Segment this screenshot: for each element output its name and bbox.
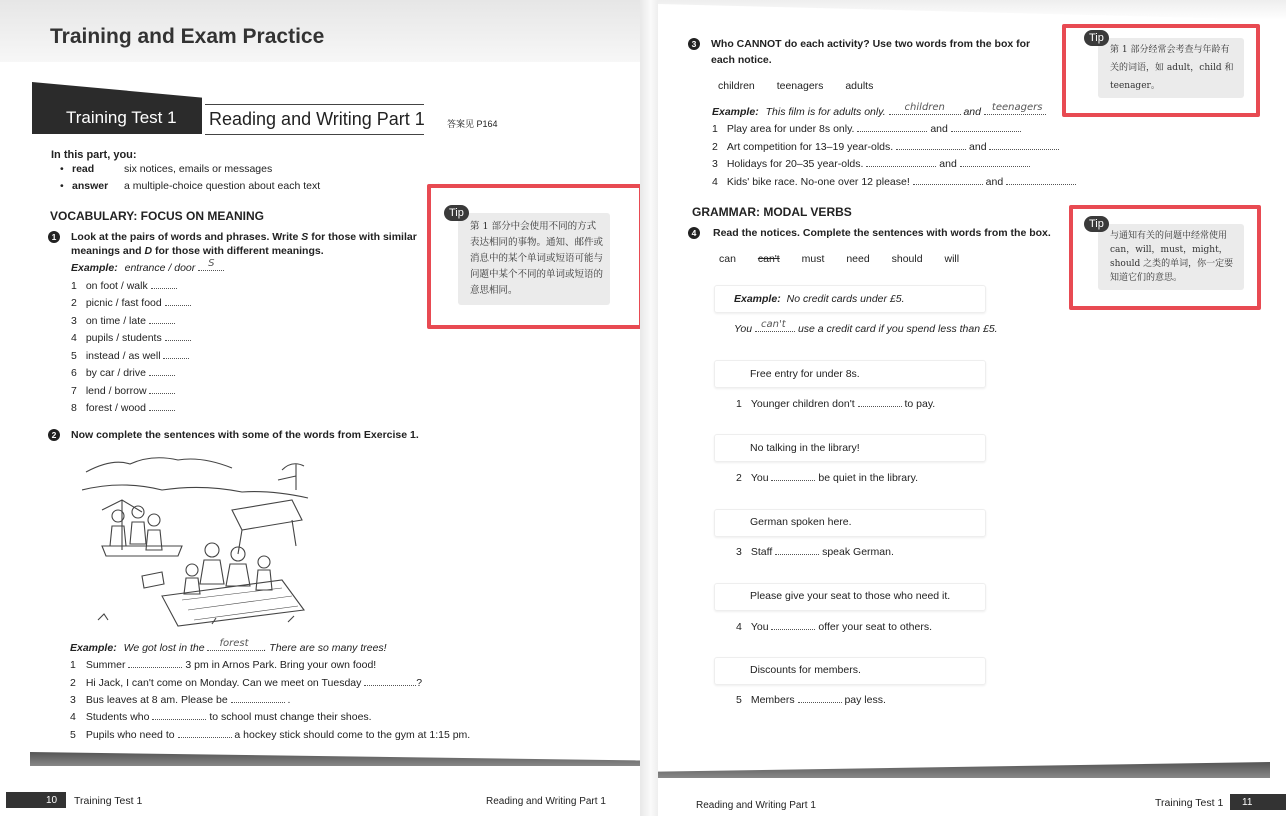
exercise-instruction: each notice. [711,54,772,66]
tip-badge: Tip [444,205,469,221]
list-item: 6 by car / drive [71,367,175,379]
example-line: Example: We got lost in the forest . There are so many trees! [70,638,387,654]
part-title: Reading and Writing Part 1 [209,109,425,129]
intro-desc: a multiple-choice question about each text [124,180,321,192]
list-item: 4 pupils / students [71,332,191,344]
tip-text: 第 1 部分经常会考查与年龄有关的词语，如 adult，child 和 teenager。 [1110,45,1234,91]
answer-blank[interactable] [866,159,936,167]
list-item: 3 Bus leaves at 8 am. Please be . [70,694,291,706]
footer-page-number: 10 [46,795,58,806]
list-item: 1 Summer 3 pm in Arnos Park. Bring your own food! [70,659,377,671]
list-item: 5 Members pay less. [736,694,886,706]
test-label: Training Test 1 [66,108,177,127]
exercise-instruction: Now complete the sentences with some of the words from Exercise 1. [71,429,419,441]
list-item: 1 Younger children don't to pay. [736,398,936,410]
page-bottom-band [658,762,1270,778]
exercise-number: 4 [688,227,700,239]
handwritten-answer: children [904,102,945,113]
page-header-title: Training and Exam Practice [50,25,325,48]
handwritten-answer: forest [219,638,249,649]
exercise-number: 1 [48,231,60,243]
bullet: • [60,180,64,192]
list-item: 3 Holidays for 20–35 year-olds. and [712,158,1030,170]
answer-blank[interactable] [1006,177,1076,185]
list-item: 3 Staff speak German. [736,546,894,558]
notice-text: German spoken here. [750,516,852,528]
list-item: 4 Students who to school must change their shoes. [70,711,372,723]
example-line: Example: entrance / door S [71,262,224,274]
part-title-rule [205,104,424,105]
section-heading: VOCABULARY: FOCUS ON MEANING [50,209,264,223]
book-gutter [640,0,658,816]
footer-test-label: Training Test 1 [74,795,143,807]
tip-text: 与通知有关的问题中经常使用 can，will，must，might，should 之类的单词，你一定要知道它们的意思。 [1110,231,1234,283]
picnic-illustration [82,450,314,630]
answer-blank[interactable] [178,730,232,738]
footer-part-label: Reading and Writing Part 1 [696,800,816,811]
highlight-frame [1062,24,1260,117]
answer-blank[interactable] [771,473,815,481]
list-item: 4 You offer your seat to others. [736,621,933,633]
exercise-instruction: Who CANNOT do each activity? Use two words from the box for [711,38,1031,50]
intro-item [60,180,321,192]
answer-blank[interactable] [152,712,206,720]
footer-page-box [1230,794,1286,810]
exercise-instruction: Look at the pairs of words and phrases. Write S for those with similar [71,231,417,243]
list-item: 2 You be quiet in the library. [736,472,919,484]
list-item: 3 on time / late [71,315,175,327]
answer-blank[interactable] [151,281,177,289]
bullet: • [60,163,64,175]
notice-text: Example: No credit cards under £5. [734,293,905,305]
list-item: 8 forest / wood [71,402,175,414]
exercise-number: 3 [688,38,700,50]
handwritten-answer: can't [761,319,786,330]
answer-blank[interactable] [149,403,175,411]
handwritten-answer: teenagers [991,102,1043,113]
list-item: 5 instead / as well [71,350,189,362]
notice-text: Free entry for under 8s. [750,368,860,380]
intro-verb: read [72,163,95,175]
section-heading: GRAMMAR: MODAL VERBS [692,205,852,219]
list-item: 7 lend / borrow [71,385,175,397]
answer-blank[interactable] [149,386,175,394]
footer-part-label: Reading and Writing Part 1 [486,796,606,807]
list-item: 1 Play area for under 8s only. and [712,123,1021,135]
highlight-frame [1069,205,1261,310]
answer-blank[interactable] [165,298,191,306]
intro-item [60,163,273,175]
intro-heading: In this part, you: [51,149,137,161]
highlight-frame [427,184,643,329]
footer-page-number: 11 [1242,797,1253,808]
answer-blank[interactable] [364,678,416,686]
answer-blank[interactable] [149,316,175,324]
notice-text: Discounts for members. [750,664,861,676]
answer-blank[interactable] [951,124,1021,132]
part-title-underline [205,134,424,135]
page-bottom-band [30,752,640,766]
answer-blank[interactable] [896,142,966,150]
page-top-edge [658,0,1286,20]
tip-badge: Tip [1084,30,1109,46]
notice-text: No talking in the library! [750,442,860,454]
answer-blank[interactable] [989,142,1059,150]
answer-blank[interactable] [163,351,189,359]
list-item: 2 Hi Jack, I can't come on Monday. Can we meet on Tuesday ? [70,677,423,689]
right-page [658,0,1286,816]
answer-blank[interactable] [771,622,815,630]
tip-badge: Tip [1084,216,1109,232]
example-line: Example: This film is for adults only. children and teenagers [712,106,1046,118]
answer-blank[interactable] [858,399,902,407]
left-page [0,0,640,816]
list-item: 5 Pupils who need to a hockey stick should come to the gym at 1:15 pm. [70,729,471,741]
intro-verb: answer [72,180,109,192]
answer-blank[interactable] [149,368,175,376]
list-item: 2 picnic / fast food [71,297,191,309]
answer-blank[interactable] [231,695,285,703]
answer-blank[interactable] [798,695,842,703]
handwritten-answer: S [208,258,215,269]
example-line: You can't use a credit card if you spend less than £5. [734,319,998,335]
list-item: 1 on foot / walk [71,280,177,292]
answer-blank[interactable] [165,333,191,341]
answer-blank[interactable] [857,124,927,132]
footer-test-label: Training Test 1 [1155,797,1224,809]
answer-blank[interactable] [128,660,182,668]
intro-desc: six notices, emails or messages [124,163,273,175]
list-item: 4 Kids' bike race. No-one over 12 please! and [712,176,1076,188]
notice-text: Please give your seat to those who need it. [750,590,951,602]
tip-text: 第 1 部分中会使用不同的方式表达相同的事物。通知、邮件或消息中的某个单词或短语可能与问题中某个不同的单词或短语的意思相同。 [470,221,604,296]
answer-blank[interactable] [960,159,1030,167]
word-box: can can't must need should will [719,253,960,265]
list-item: 2 Art competition for 13–19 year-olds. and [712,141,1059,153]
exercise-instruction: Read the notices. Complete the sentences with words from the box. [713,227,1051,239]
word-box: children teenagers adults [718,80,874,92]
example-label: Example: [71,262,118,274]
answer-reference: 答案见 P164 [447,119,498,129]
exercise-instruction: meanings and D for those with different meanings. [71,245,324,257]
exercise-number: 2 [48,429,60,441]
answer-blank[interactable] [775,547,819,555]
answer-blank[interactable] [913,177,983,185]
